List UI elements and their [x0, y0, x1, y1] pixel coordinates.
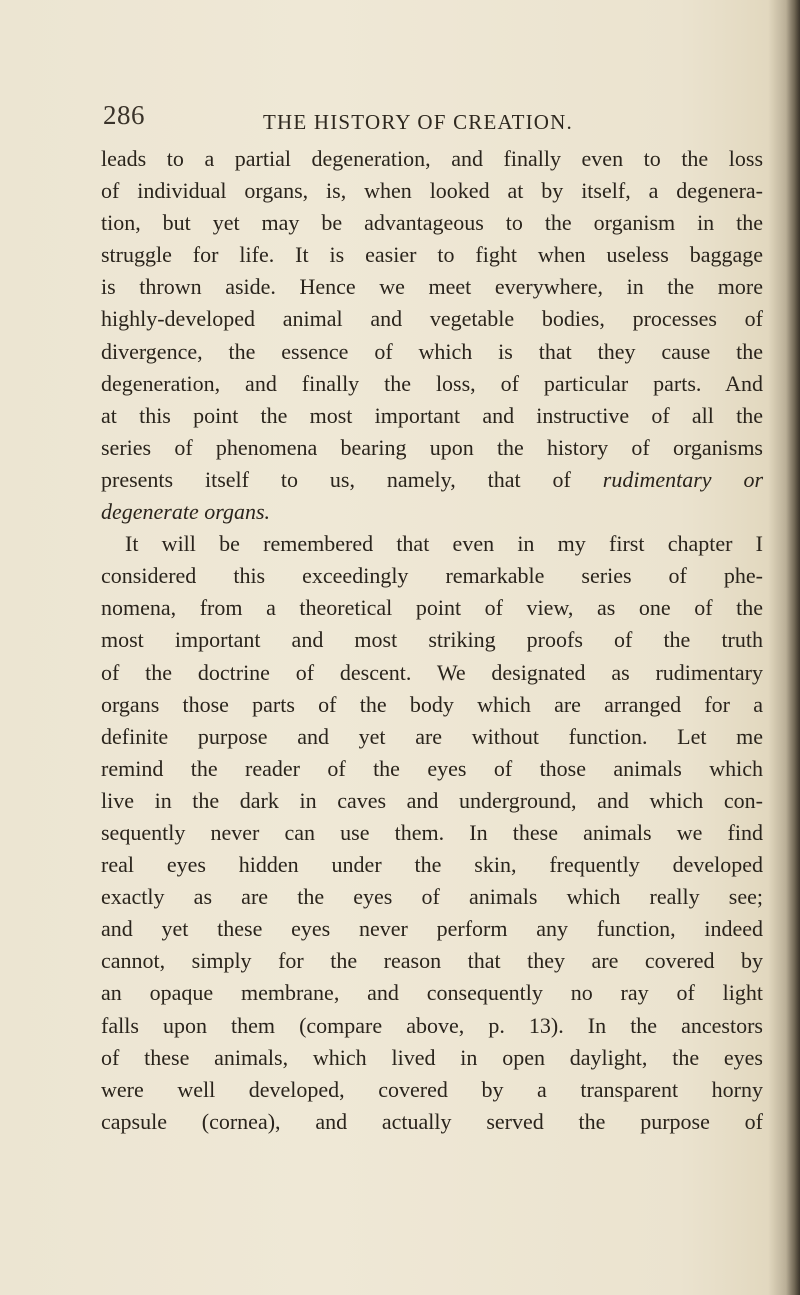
text-line: nomena, from a theoretical point of view, as one of the	[101, 595, 763, 621]
text-line: degeneration, and finally the loss, of particular parts. And	[101, 370, 763, 396]
text-line-italic	[101, 496, 763, 528]
italic-phrase-end: degenerate organs.	[101, 499, 271, 525]
text-segment: presents itself to us, namely, that of	[101, 466, 571, 492]
text-line: definite purpose and yet are without function. Let me	[101, 723, 763, 749]
text-line: is thrown aside. Hence we meet everywhere, in the more	[101, 274, 763, 300]
text-line: considered this exceedingly remarkable series of phe-	[101, 563, 763, 589]
text-line: exactly as are the eyes of animals which really see;	[101, 884, 763, 910]
text-line: an opaque membrane, and consequently no ray of light	[101, 980, 763, 1006]
text-line-with-italic	[101, 464, 763, 496]
text-line: cannot, simply for the reason that they are covered by	[101, 948, 763, 974]
page-number: 286	[103, 100, 145, 130]
text-line: tion, but yet may be advantageous to the organism in the	[101, 210, 763, 236]
paragraph-start-line: It will be remembered that even in my first chapter I	[125, 531, 763, 557]
text-line: live in the dark in caves and underground, and which con-	[101, 787, 763, 813]
text-line: organs those parts of the body which are arranged for a	[101, 691, 763, 717]
text-line: were well developed, covered by a transparent horny	[101, 1076, 763, 1102]
text-line: sequently never can use them. In these animals we find	[101, 819, 763, 845]
text-line: divergence, the essence of which is that they cause the	[101, 338, 763, 364]
text-line: struggle for life. It is easier to fight when useless baggage	[101, 242, 763, 268]
running-title: THE HISTORY OF CREATION.	[263, 110, 573, 134]
page-edge-shadow	[786, 0, 800, 1295]
page-header	[103, 100, 763, 140]
text-line: falls upon them (compare above, p. 13). In the ancestors	[101, 1012, 763, 1038]
text-line: of individual organs, is, when looked at by itself, a degenera-	[101, 178, 763, 204]
text-line: most important and most striking proofs of the truth	[101, 627, 763, 653]
text-line: leads to a partial degeneration, and finally even to the loss	[101, 146, 763, 171]
text-line: and yet these eyes never perform any function, indeed	[101, 916, 763, 942]
text-line: capsule (cornea), and actually served the purpose of	[101, 1108, 763, 1134]
italic-phrase: rudimentary or	[602, 466, 763, 492]
text-line: real eyes hidden under the skin, frequently developed	[101, 852, 763, 878]
text-line: highly-developed animal and vegetable bodies, processes of	[101, 306, 763, 332]
body-text	[101, 143, 763, 1138]
text-line: series of phenomena bearing upon the history of organisms	[101, 434, 763, 460]
text-line: at this point the most important and instructive of all the	[101, 402, 763, 428]
text-line: of the doctrine of descent. We designated as rudimentary	[101, 659, 763, 685]
text-line: remind the reader of the eyes of those animals which	[101, 755, 763, 781]
text-line: of these animals, which lived in open daylight, the eyes	[101, 1044, 763, 1070]
